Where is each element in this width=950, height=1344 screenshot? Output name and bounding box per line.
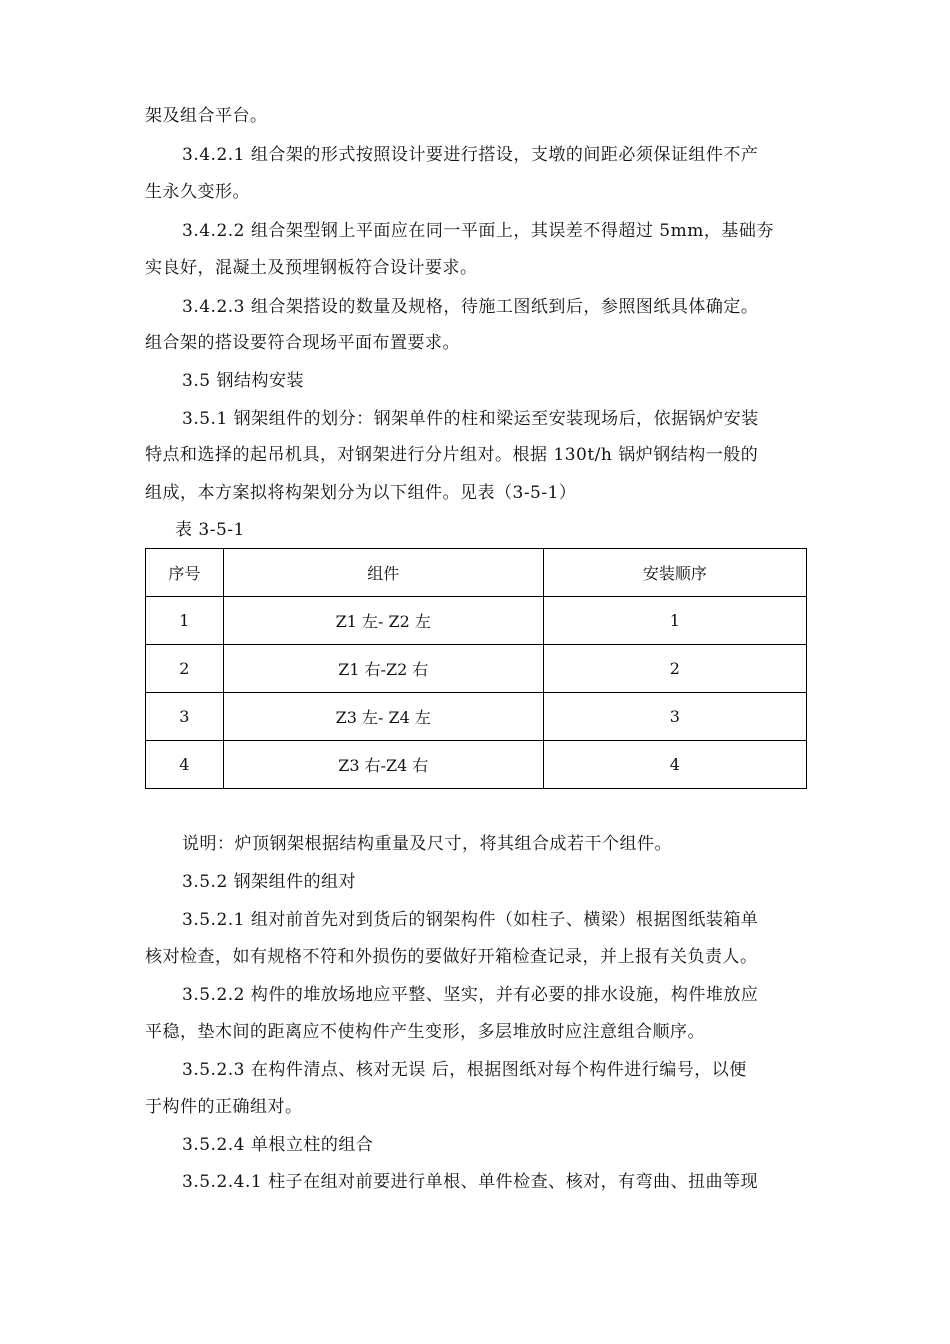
paragraph-line: 实良好，混凝土及预埋钢板符合设计要求。: [145, 258, 478, 278]
paragraph-line: 3.5.2.4.1 柱子在组对前要进行单根、单件检查、核对，有弯曲、扭曲等现: [182, 1172, 759, 1192]
table-cell: 3: [146, 693, 224, 741]
table-cell: 2: [146, 645, 224, 693]
table-row: [146, 597, 807, 645]
paragraph-line: 组成，本方案拟将构架划分为以下组件。见表（3-5-1）: [145, 483, 577, 503]
paragraph-line: 3.4.2.1 组合架的形式按照设计要进行搭设，支墩的间距必须保证组件不产: [182, 145, 759, 165]
table-cell: 1: [543, 597, 806, 645]
table-header-cell: 组件: [223, 549, 543, 597]
table-row: [146, 645, 807, 693]
paragraph-line: 组合架的搭设要符合现场平面布置要求。: [145, 333, 460, 353]
table-cell: 4: [543, 741, 806, 789]
paragraph-line: 3.4.2.2 组合架型钢上平面应在同一平面上，其误差不得超过 5mm，基础夯: [182, 221, 774, 241]
table-cell: Z3 左- Z4 左: [223, 693, 543, 741]
paragraph-line: 说明：炉顶钢架根据结构重量及尺寸，将其组合成若干个组件。: [182, 834, 672, 854]
table-header-cell: 序号: [146, 549, 224, 597]
paragraph-line: 架及组合平台。: [145, 106, 268, 126]
paragraph-line: 3.5.1 钢架组件的划分：钢架单件的柱和梁运至安装现场后，依据锅炉安装: [182, 409, 759, 429]
component-table: [145, 548, 807, 789]
table-cell: 3: [543, 693, 806, 741]
table-cell: 1: [146, 597, 224, 645]
section-heading: 3.5.2 钢架组件的组对: [182, 872, 357, 892]
paragraph-line: 3.5.2.3 在构件清点、核对无误 后，根据图纸对每个构件进行编号，以便: [182, 1060, 747, 1080]
paragraph-line: 3.5.2.1 组对前首先对到货后的钢架构件（如柱子、横梁）根据图纸装箱单: [182, 910, 759, 930]
table-cell: Z1 左- Z2 左: [223, 597, 543, 645]
paragraph-line: 核对检查，如有规格不符和外损伤的要做好开箱检查记录，并上报有关负责人。: [145, 947, 758, 967]
table-row: [146, 741, 807, 789]
table-cell: 4: [146, 741, 224, 789]
paragraph-line: 3.4.2.3 组合架搭设的数量及规格，待施工图纸到后，参照图纸具体确定。: [182, 297, 759, 317]
paragraph-line: 于构件的正确组对。: [145, 1097, 303, 1117]
paragraph-line: 平稳，垫木间的距离应不使构件产生变形，多层堆放时应注意组合顺序。: [145, 1022, 705, 1042]
table-header-cell: 安装顺序: [543, 549, 806, 597]
paragraph-line: 特点和选择的起吊机具，对钢架进行分片组对。根据 130t/h 锅炉钢结构一般的: [145, 445, 759, 465]
paragraph-line: 3.5.2.2 构件的堆放场地应平整、坚实，并有必要的排水设施，构件堆放应: [182, 985, 759, 1005]
section-heading: 3.5.2.4 单根立柱的组合: [182, 1135, 374, 1155]
table-cell: Z1 右-Z2 右: [223, 645, 543, 693]
table-caption: 表 3-5-1: [175, 520, 245, 540]
table-row: [146, 693, 807, 741]
table-header-row: [146, 549, 807, 597]
paragraph-line: 生永久变形。: [145, 182, 250, 202]
section-heading: 3.5 钢结构安装: [182, 371, 304, 391]
table-cell: Z3 右-Z4 右: [223, 741, 543, 789]
table-cell: 2: [543, 645, 806, 693]
